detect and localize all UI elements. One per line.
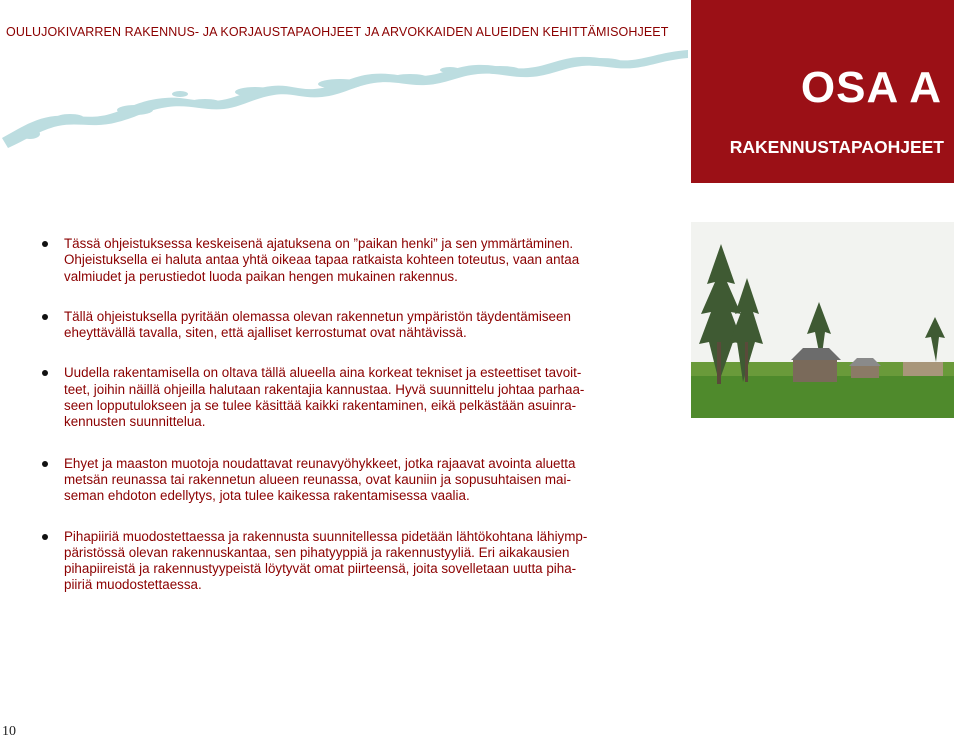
bullet-icon bbox=[42, 370, 48, 376]
bullet-item: Pihapiiriä muodostettaessa ja rakennusta suunnitellessa pidetään lähtökohtana lähiymp- päristössä olevan rakennuskantaa, sen pihatyyppiä ja rakennustyyliä. Eri aikakausien pihapiireistä ja rakennustyypeistä löytyvät omat piirteensä, joita sovelletaan uutta piha- piiriä muodostettaessa. bbox=[42, 529, 622, 594]
bullet-list bbox=[42, 236, 622, 594]
river-illustration bbox=[0, 48, 690, 158]
page-number: 10 bbox=[2, 724, 16, 739]
section-subtitle: RAKENNUSTAPAOHJEET bbox=[729, 137, 944, 157]
bullet-item: Tällä ohjeistuksella pyritään olemassa olevan rakennetun ympäristön täydentämiseen eheyttävällä tavalla, siten, että ajalliset kerrostumat ovat nähtävissä. bbox=[42, 309, 622, 342]
bullet-item: Tässä ohjeistuksessa keskeisenä ajatuksena on ”paikan henki” ja sen ymmärtäminen. Ohjeistuksella ei haluta antaa yhtä oikeaa tapaa ratkaista kohteen toteutus, vaan antaa valmiudet ja perustiedot luoda paikan hengen mukainen rakennus. bbox=[42, 236, 622, 285]
landscape-photo bbox=[691, 222, 954, 418]
bullet-item: Ehyet ja maaston muotoja noudattavat reunavyöhykkeet, jotka rajaavat avointa aluetta metsän reunassa tai rakennetun alueen reunassa, ovat kauniin ja sopusuhtaisen mai- seman ehdoton edellytys, jota tulee kaikessa rakentamisessa vaalia. bbox=[42, 456, 622, 505]
bullet-item: Uudella rakentamisella on oltava tällä alueella aina korkeat tekniset ja esteettiset tavoit- teet, joihin näillä ohjeilla halutaan rakentajia kannustaa. Hyvä suunnittelu johtaa parhaa- seen lopputulokseen ja se tulee käsittää kaikki rakentaminen, eikä pelkästään asuinra- kennusten suunnittelua. bbox=[42, 365, 622, 430]
document-header: OULUJOKIVARREN RAKENNUS- JA KORJAUSTAPAOHJEET JA ARVOKKAIDEN ALUEIDEN KEHITTÄMISOHJEET bbox=[6, 25, 669, 39]
bullet-icon bbox=[42, 314, 48, 320]
section-label: OSA A bbox=[800, 63, 942, 112]
bullet-icon bbox=[42, 241, 48, 247]
section-label-box bbox=[691, 0, 954, 183]
bullet-icon bbox=[42, 461, 48, 467]
bullet-icon bbox=[42, 534, 48, 540]
